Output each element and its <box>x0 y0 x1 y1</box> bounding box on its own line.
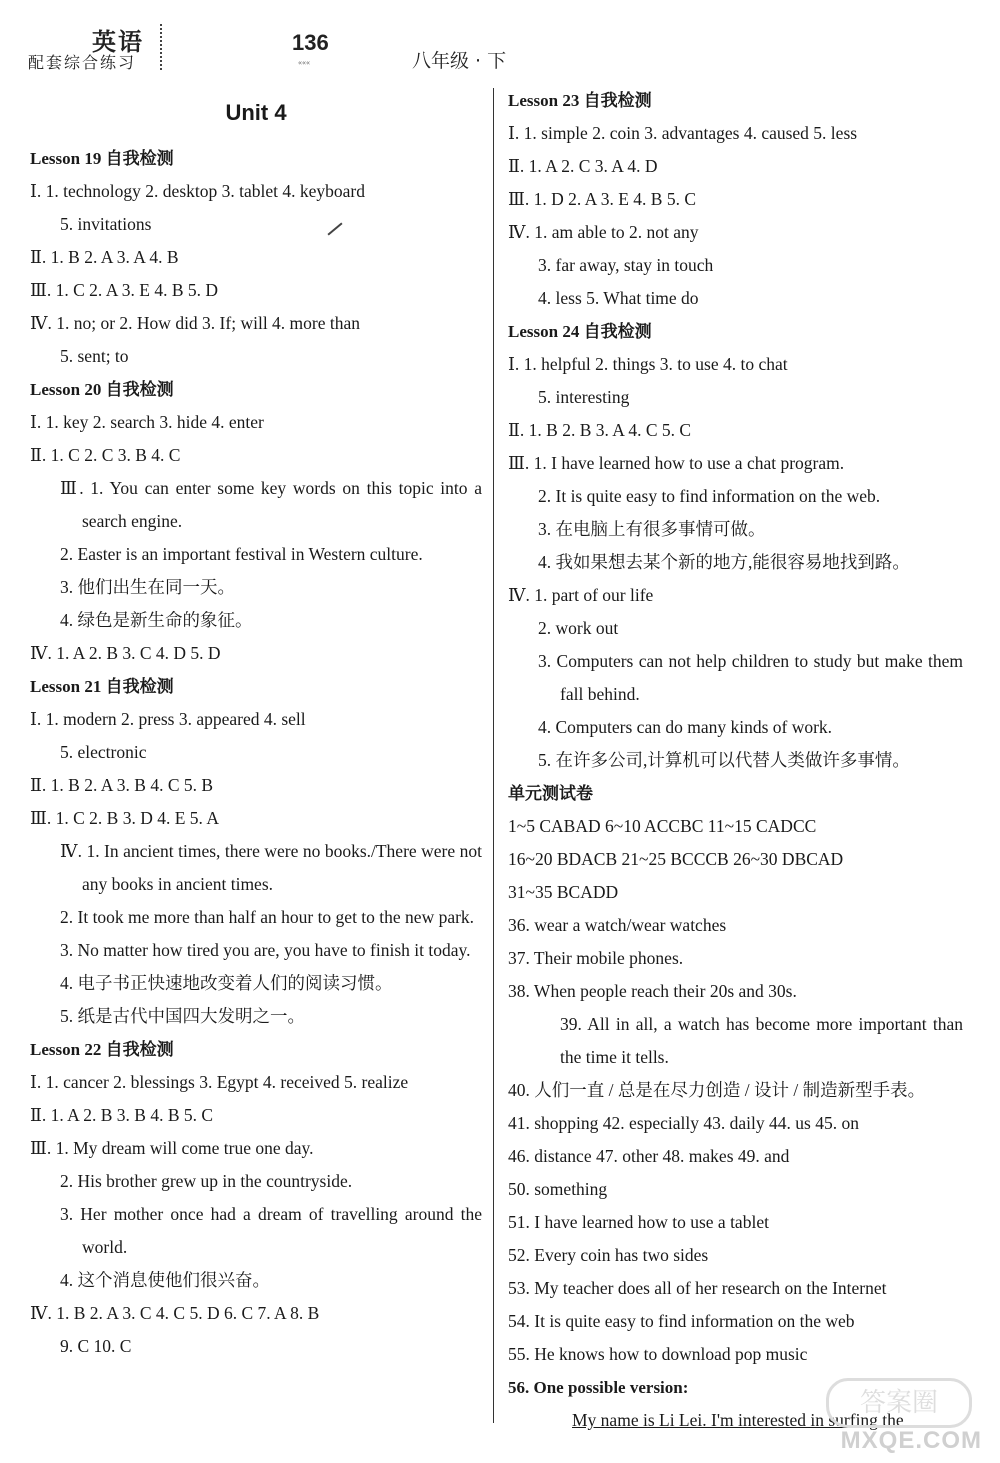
book-subtitle: 配套综合练习 <box>28 53 137 72</box>
answer-line: Ⅱ. 1. C 2. C 3. B 4. C <box>30 445 181 465</box>
answer-line: 1~5 CABAD 6~10 ACCBC 11~15 CADCC <box>508 816 817 836</box>
answer-line: 36. wear a watch/wear watches <box>508 915 727 935</box>
answer-line: Ⅳ. 1. In ancient times, there were no books./There were not any books in ancient times. <box>60 841 482 894</box>
answer-line: 38. When people reach their 20s and 30s. <box>508 981 797 1001</box>
answer-line: Ⅰ. 1. modern 2. press 3. appeared 4. sell <box>30 709 306 729</box>
column-divider <box>493 88 494 1423</box>
answer-line: 31~35 BCADD <box>508 882 619 902</box>
answer-line: 3. 他们出生在同一天。 <box>60 577 235 597</box>
right-answer-lines <box>508 84 963 1437</box>
answer-line: 37. Their mobile phones. <box>508 948 684 968</box>
header-dotted-rule <box>160 24 162 70</box>
unit-title: Unit 4 <box>225 100 287 125</box>
answer-line: Ⅳ. 1. A 2. B 3. C 4. D 5. D <box>30 643 221 663</box>
answer-line: Ⅲ. 1. C 2. A 3. E 4. B 5. D <box>30 280 219 300</box>
answer-line: 55. He knows how to download pop music <box>508 1344 808 1364</box>
section-heading: Lesson 21 自我检测 <box>30 677 174 696</box>
answer-line: Ⅲ. 1. I have learned how to use a chat program. <box>508 453 845 473</box>
right-column <box>508 84 963 1437</box>
answer-line: Ⅱ. 1. A 2. B 3. B 4. B 5. C <box>30 1105 214 1125</box>
answer-line: Ⅱ. 1. B 2. A 3. B 4. C 5. B <box>30 775 214 795</box>
answer-line: 3. Her mother once had a dream of travelling around the world. <box>60 1204 482 1257</box>
answer-line: 2. Easter is an important festival in Western culture. <box>60 544 423 564</box>
answer-line: Ⅲ. 1. C 2. B 3. D 4. E 5. A <box>30 808 219 828</box>
answer-line: Ⅳ. 1. part of our life <box>508 585 654 605</box>
answer-line: Ⅰ. 1. helpful 2. things 3. to use 4. to chat <box>508 354 788 374</box>
section-heading: 56. One possible version: <box>508 1378 689 1397</box>
answer-line: 54. It is quite easy to find information on the web <box>508 1311 855 1331</box>
grade-label: 八年级 · 下 <box>412 50 507 72</box>
answer-line: 4. 电子书正快速地改变着人们的阅读习惯。 <box>60 973 393 993</box>
answer-line: 53. My teacher does all of her research on the Internet <box>508 1278 887 1298</box>
answer-line: Ⅳ. 1. no; or 2. How did 3. If; will 4. more than <box>30 313 361 333</box>
answer-line: My name is Li Lei. I'm interested in surfing the <box>572 1410 904 1430</box>
answer-line: Ⅰ. 1. technology 2. desktop 3. tablet 4. keyboard <box>30 181 365 201</box>
answer-line: 2. It took me more than half an hour to get to the new park. <box>60 907 475 927</box>
answer-line: Ⅳ. 1. am able to 2. not any <box>508 222 699 242</box>
answer-line: Ⅲ. 1. You can enter some key words on this topic into a search engine. <box>60 478 482 531</box>
answer-line: 3. Computers can not help children to study but make them fall behind. <box>538 651 963 704</box>
answer-line: 5. 纸是古代中国四大发明之一。 <box>60 1006 305 1026</box>
answer-line: Ⅰ. 1. simple 2. coin 3. advantages 4. caused 5. less <box>508 123 858 143</box>
answer-line: 5. sent; to <box>60 346 129 366</box>
answer-line: Ⅲ. 1. D 2. A 3. E 4. B 5. C <box>508 189 697 209</box>
section-heading: Lesson 19 自我检测 <box>30 149 174 168</box>
answer-line: 16~20 BDACB 21~25 BCCCB 26~30 DBCAD <box>508 849 844 869</box>
page-number-ornament: ««« <box>298 58 310 67</box>
answer-line: 51. I have learned how to use a tablet <box>508 1212 769 1232</box>
answer-line: 2. It is quite easy to find information on the web. <box>538 486 881 506</box>
section-heading: Lesson 22 自我检测 <box>30 1040 174 1059</box>
answer-line: 39. All in all, a watch has become more important than the time it tells. <box>560 1014 963 1067</box>
answer-line: 5. 在许多公司,计算机可以代替人类做许多事情。 <box>538 750 910 770</box>
answer-line: Ⅱ. 1. B 2. A 3. A 4. B <box>30 247 179 267</box>
answer-line: 41. shopping 42. especially 43. daily 44. us 45. on <box>508 1113 859 1133</box>
answer-line: 3. No matter how tired you are, you have to finish it today. <box>60 940 471 960</box>
answer-line: 40. 人们一直 / 总是在尽力创造 / 设计 / 制造新型手表。 <box>508 1080 926 1100</box>
answer-line: 4. 绿色是新生命的象征。 <box>60 610 253 630</box>
answer-line: 2. His brother grew up in the countryside. <box>60 1171 353 1191</box>
answer-line: 46. distance 47. other 48. makes 49. and <box>508 1146 790 1166</box>
answer-line: 4. 这个消息使他们很兴奋。 <box>60 1270 270 1290</box>
watermark-badge: 答案圈 <box>826 1378 972 1428</box>
watermark-text: MXQE.COM <box>840 1427 982 1454</box>
answer-line: 5. electronic <box>60 742 147 762</box>
answer-line: 52. Every coin has two sides <box>508 1245 709 1265</box>
page-number: 136 <box>292 30 329 55</box>
answer-line: 9. C 10. C <box>60 1336 132 1356</box>
page-header <box>0 0 1000 80</box>
answer-line: Ⅰ. 1. cancer 2. blessings 3. Egypt 4. received 5. realize <box>30 1072 409 1092</box>
answer-line: Ⅱ. 1. A 2. C 3. A 4. D <box>508 156 658 176</box>
left-answer-lines <box>30 142 482 1363</box>
section-heading: Lesson 23 自我检测 <box>508 91 652 110</box>
answer-line: 5. invitations <box>60 214 152 234</box>
answer-line: 4. less 5. What time do <box>538 288 699 308</box>
answer-line: 50. something <box>508 1179 608 1199</box>
answer-line: 2. work out <box>538 618 619 638</box>
section-heading: Lesson 20 自我检测 <box>30 380 174 399</box>
answer-line: Ⅳ. 1. B 2. A 3. C 4. C 5. D 6. C 7. A 8. B <box>30 1303 320 1323</box>
section-heading: 单元测试卷 <box>508 784 593 803</box>
book-logo: 英语 <box>92 28 144 56</box>
answer-line: 4. 我如果想去某个新的地方,能很容易地找到路。 <box>538 552 910 572</box>
answer-line: Ⅲ. 1. My dream will come true one day. <box>30 1138 314 1158</box>
answer-line: 5. interesting <box>538 387 630 407</box>
answer-line: 3. 在电脑上有很多事情可做。 <box>538 519 766 539</box>
answer-line: Ⅱ. 1. B 2. B 3. A 4. C 5. C <box>508 420 692 440</box>
answer-line: Ⅰ. 1. key 2. search 3. hide 4. enter <box>30 412 264 432</box>
section-heading: Lesson 24 自我检测 <box>508 322 652 341</box>
answer-line: 3. far away, stay in touch <box>538 255 714 275</box>
left-column <box>30 84 482 1363</box>
answer-line: 4. Computers can do many kinds of work. <box>538 717 833 737</box>
